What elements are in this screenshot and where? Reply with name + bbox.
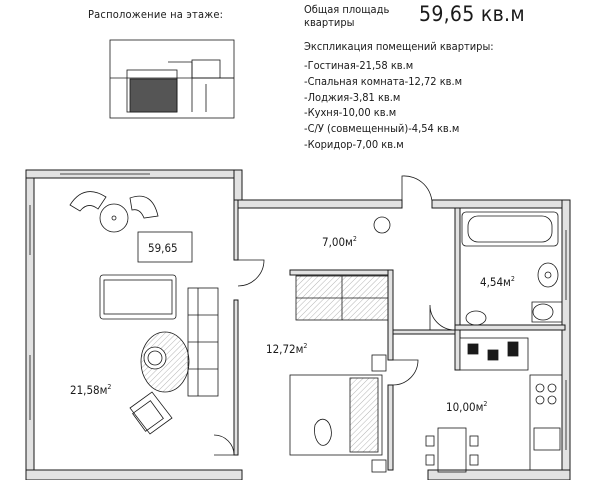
- living-furniture: [70, 192, 218, 434]
- kitchen-area-label: $10,00м^2$: [446, 400, 488, 414]
- floor-position-minimap: [110, 40, 234, 118]
- corridor-area-label: $7,00м^2$: [322, 235, 357, 249]
- explication-title: Экспликация помещений квартиры:: [304, 40, 494, 53]
- bathroom-area-label: $4,54м^2$: [480, 275, 515, 289]
- apartment-highlight: [130, 79, 177, 112]
- plan-total-badge: 59,65: [148, 241, 178, 255]
- total-area-label-line2: квартиры: [304, 16, 355, 29]
- explication-room-item: -С/У (совмещенный)-4,54 кв.м: [304, 122, 460, 136]
- interior-walls: [234, 200, 565, 470]
- explication-room-item: -Гостиная-21,58 кв.м: [304, 59, 414, 72]
- bathroom-fixtures: [460, 212, 562, 370]
- wardrobe: [296, 276, 388, 320]
- floor-position-label: Расположение на этаже:: [88, 8, 224, 21]
- explication-room-item: -Кухня-10,00 кв.м: [304, 106, 397, 120]
- bedroom-area-label: $12,72м^2$: [266, 342, 308, 356]
- living-area-label: $21,58м^2$: [70, 383, 112, 397]
- total-area-label-line1: Общая площадь: [304, 3, 390, 16]
- explication-room-item: -Коридор-7,00 кв.м: [304, 137, 404, 151]
- explication-room-item: -Спальная комната-12,72 кв.м: [304, 74, 463, 88]
- explication-room-item: -Лоджия-3,81 кв.м: [304, 90, 401, 104]
- kitchen-furniture: [426, 375, 562, 472]
- total-area-value: 59,65 кв.м: [419, 2, 525, 26]
- bedroom-furniture: [290, 355, 386, 472]
